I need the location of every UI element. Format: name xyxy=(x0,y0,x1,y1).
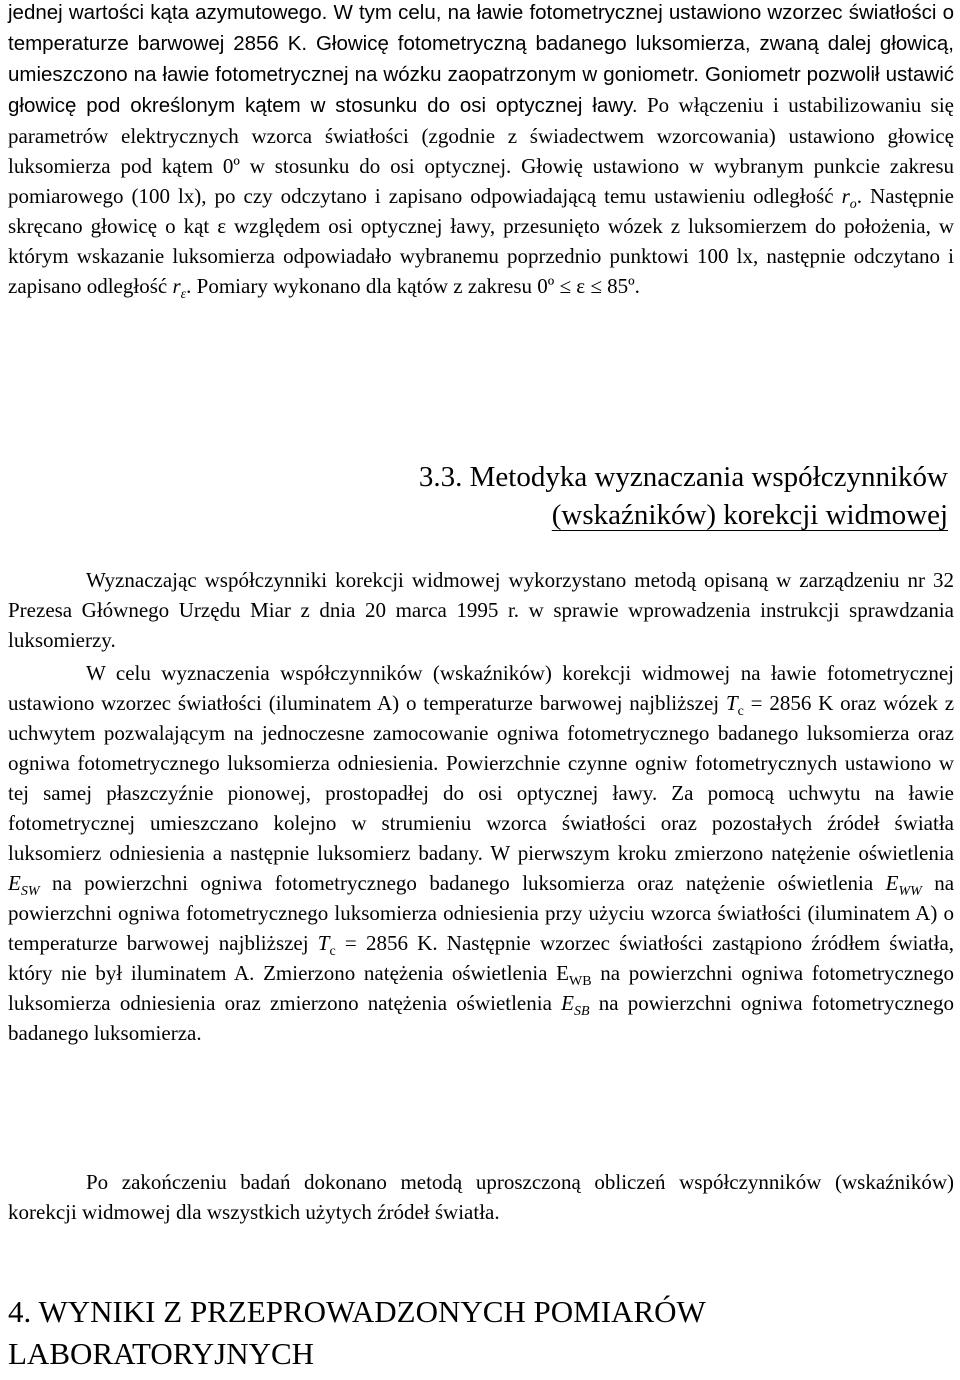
distance-r-epsilon: $r_\varepsilon$ xyxy=(172,274,187,302)
p2-text-d: na powierzchni ogniwa fotometrycznego luksomierza odniesienia przy użyciu wzorca światłości (iluminatem A) o temperaturze barwowej najbliższej xyxy=(8,871,955,955)
section-heading-line-2: (wskaźników) korekcji widmowej xyxy=(551,499,948,531)
intro-sentence-1: jednej wartości kąta azymutowego. W tym celu, na ławie fotometrycznej ustawiono wzorzec światłości o temperaturze barwowej 2856 K. Głowicę fotometryczną badanego luksomierza, zwaną dalej głowicą, umieszczono na ławie fotometrycznej na wózku zaopatrzonym w goniometr. Goniometr pozwolił ustawić głowicę pod określonym kątem w stosunku do osi optycznej ławy. xyxy=(8,1,954,117)
p2-text-c: na powierzchni ogniwa fotometrycznego badanego luksomierza oraz natężenie oświetlenia xyxy=(51,871,874,895)
chapter-heading xyxy=(8,1291,706,1375)
paragraph-method-source: Wyznaczając współczynniki korekcji widmowej wykorzystano metodą opisaną w zarządzeniu nr 32 Prezesa Głównego Urzędu Miar z dnia 20 marca 1995 r. w sprawie wprowadzenia instrukcji sprawdzania luksomierzy. xyxy=(8,568,954,652)
paragraph-method-description xyxy=(8,658,954,1048)
formula-tc-1: $T_c = 2856$ K xyxy=(725,691,834,719)
p2-text-g: na powierzchni ogniwa fotometrycznego badanego luksomierza. xyxy=(8,991,955,1045)
distance-r-o: $r_o$ xyxy=(841,184,857,212)
p2-text-a: W celu wyznaczenia współczynników (wskaźników) korekcji widmowej na ławie fotometrycznej ustawiono wzorzec światłości (iluminatem A) o temperaturze barwowej najbliższej xyxy=(8,661,954,715)
chapter-heading-line-1: 4. WYNIKI Z PRZEPROWADZONYCH POMIARÓW xyxy=(8,1294,706,1329)
symbol-e-sw: $E_{SW}$ xyxy=(8,871,40,899)
paragraph-conclusion: Po zakończeniu badań dokonano metodą uproszczoną obliczeń współczynników (wskaźników) korekcji widmowej dla wszystkich użytych źródeł światła. xyxy=(8,1170,954,1224)
p2-text-f: na powierzchni ogniwa fotometrycznego luksomierza odniesienia oraz zmierzono natężenia oświetlenia xyxy=(8,961,955,1015)
symbol-e-wb-sub: WB xyxy=(569,974,592,989)
section-heading-line-1: 3.3. Metodyka wyznaczania współczynników xyxy=(418,461,948,493)
formula-tc-2: $T_c = 2856$ K. xyxy=(317,931,438,959)
angle-range: 0º ≤ ε ≤ 85º. xyxy=(537,274,640,298)
intro-sentence-2: Po włączeniu i ustabilizowaniu się parametrów elektrycznych wzorca światłości (zgodnie z świadectwem wzorcowania) ustawiono głowicę luksomierza pod kątem 0º w stosunku do osi optycznej. Głowię ustawiono w wybranym punkcie zakresu pomiarowego (100 lx), po czy odczytano i zapisano odpowiadającą temu ustawieniu odległość xyxy=(8,93,954,208)
p2-text-e: Następnie wzorzec światłości zastąpiono źródłem światła, który nie był iluminatem A. Zmierzono natężenia oświetlenia E xyxy=(8,931,955,985)
chapter-heading-line-2: LABORATORYJNYCH xyxy=(8,1336,315,1371)
intro-sentence-3: . Następnie skręcano głowicę o kąt ε względem osi optycznej ławy, przesunięto wózek z luksomierzem do położenia, w którym wskazanie luksomierza odpowiadało wybranemu poprzednio punktowi 100 lx, następnie odczytano i zapisano odległość xyxy=(8,184,954,298)
symbol-e-ww: $E_{WW}$ xyxy=(885,871,922,899)
intro-paragraph xyxy=(8,0,954,301)
intro-sentence-4: . Pomiary wykonano dla kątów z zakresu xyxy=(186,274,532,298)
symbol-e-sb: $E_{SB}$ xyxy=(561,991,590,1019)
section-heading xyxy=(419,458,948,534)
p2-text-b: oraz wózek z uchwytem pozwalającym na jednoczesne zamocowanie ogniwa fotometrycznego badanego luksomierza oraz ogniwa fotometrycznego luksomierza odniesienia. Powierzchnie czynne ogniw fotometrycznych ustawiono w tej samej płaszczyźnie pionowej, prostopadłej do osi optycznej ławy. Za pomocą uchwytu na ławie fotometrycznej umieszczano kolejno w strumieniu wzorca światłości oraz pozostałych źródeł światła luksomierz odniesienia a następnie luksomierz badany. W pierwszym kroku zmierzono natężenie oświetlenia xyxy=(8,691,955,865)
